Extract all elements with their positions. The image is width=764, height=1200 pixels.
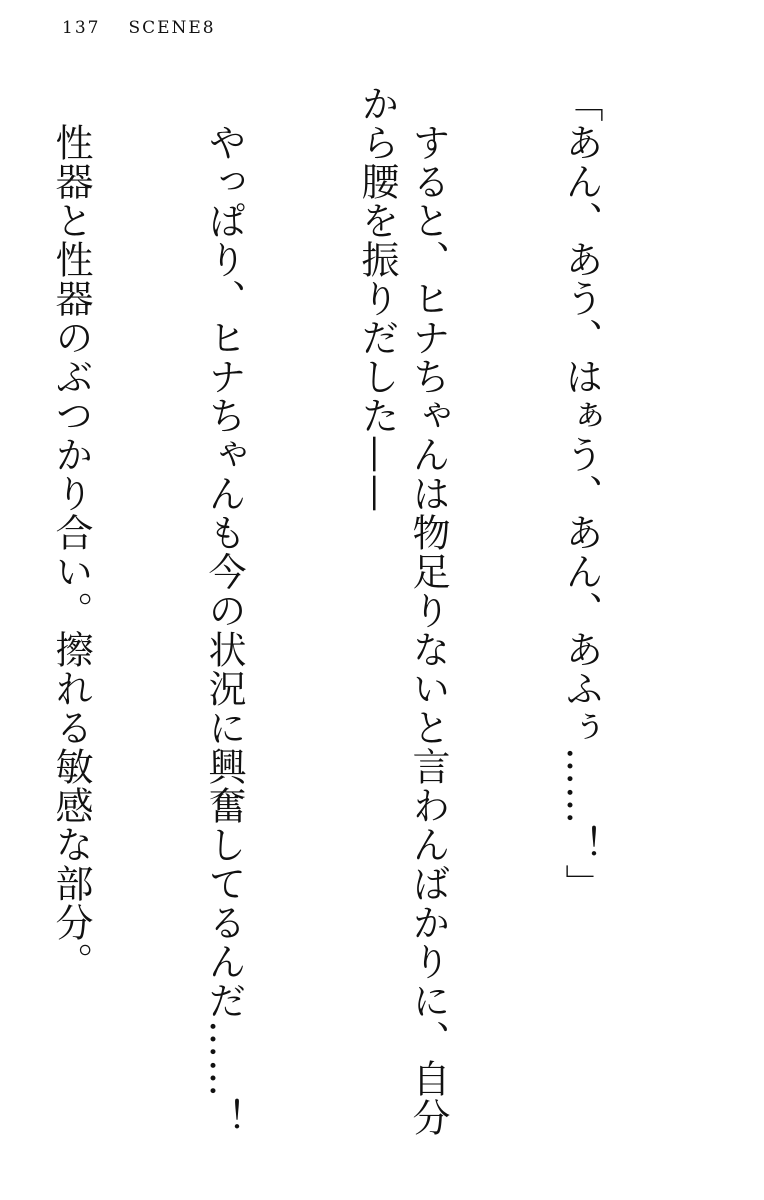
text-line: 性器と性器のぶつかり合い。擦れる敏感な部分。: [49, 84, 93, 981]
vertical-text-body: [49, 84, 708, 1174]
text-line: やっぱり、ヒナちゃんも今の状況に興奮してるんだ……！: [202, 84, 246, 1137]
text-line: 「あん、あう、はぁう、あん、あふぅ……！」: [559, 84, 603, 903]
page-number: 137: [62, 18, 101, 38]
text-line: すると、ヒナちゃんは物足りないと言わんばかりに、自分から腰を振りだした——: [355, 84, 450, 1137]
chapter-title: SCENE8: [128, 18, 216, 38]
page-header: [62, 18, 216, 38]
